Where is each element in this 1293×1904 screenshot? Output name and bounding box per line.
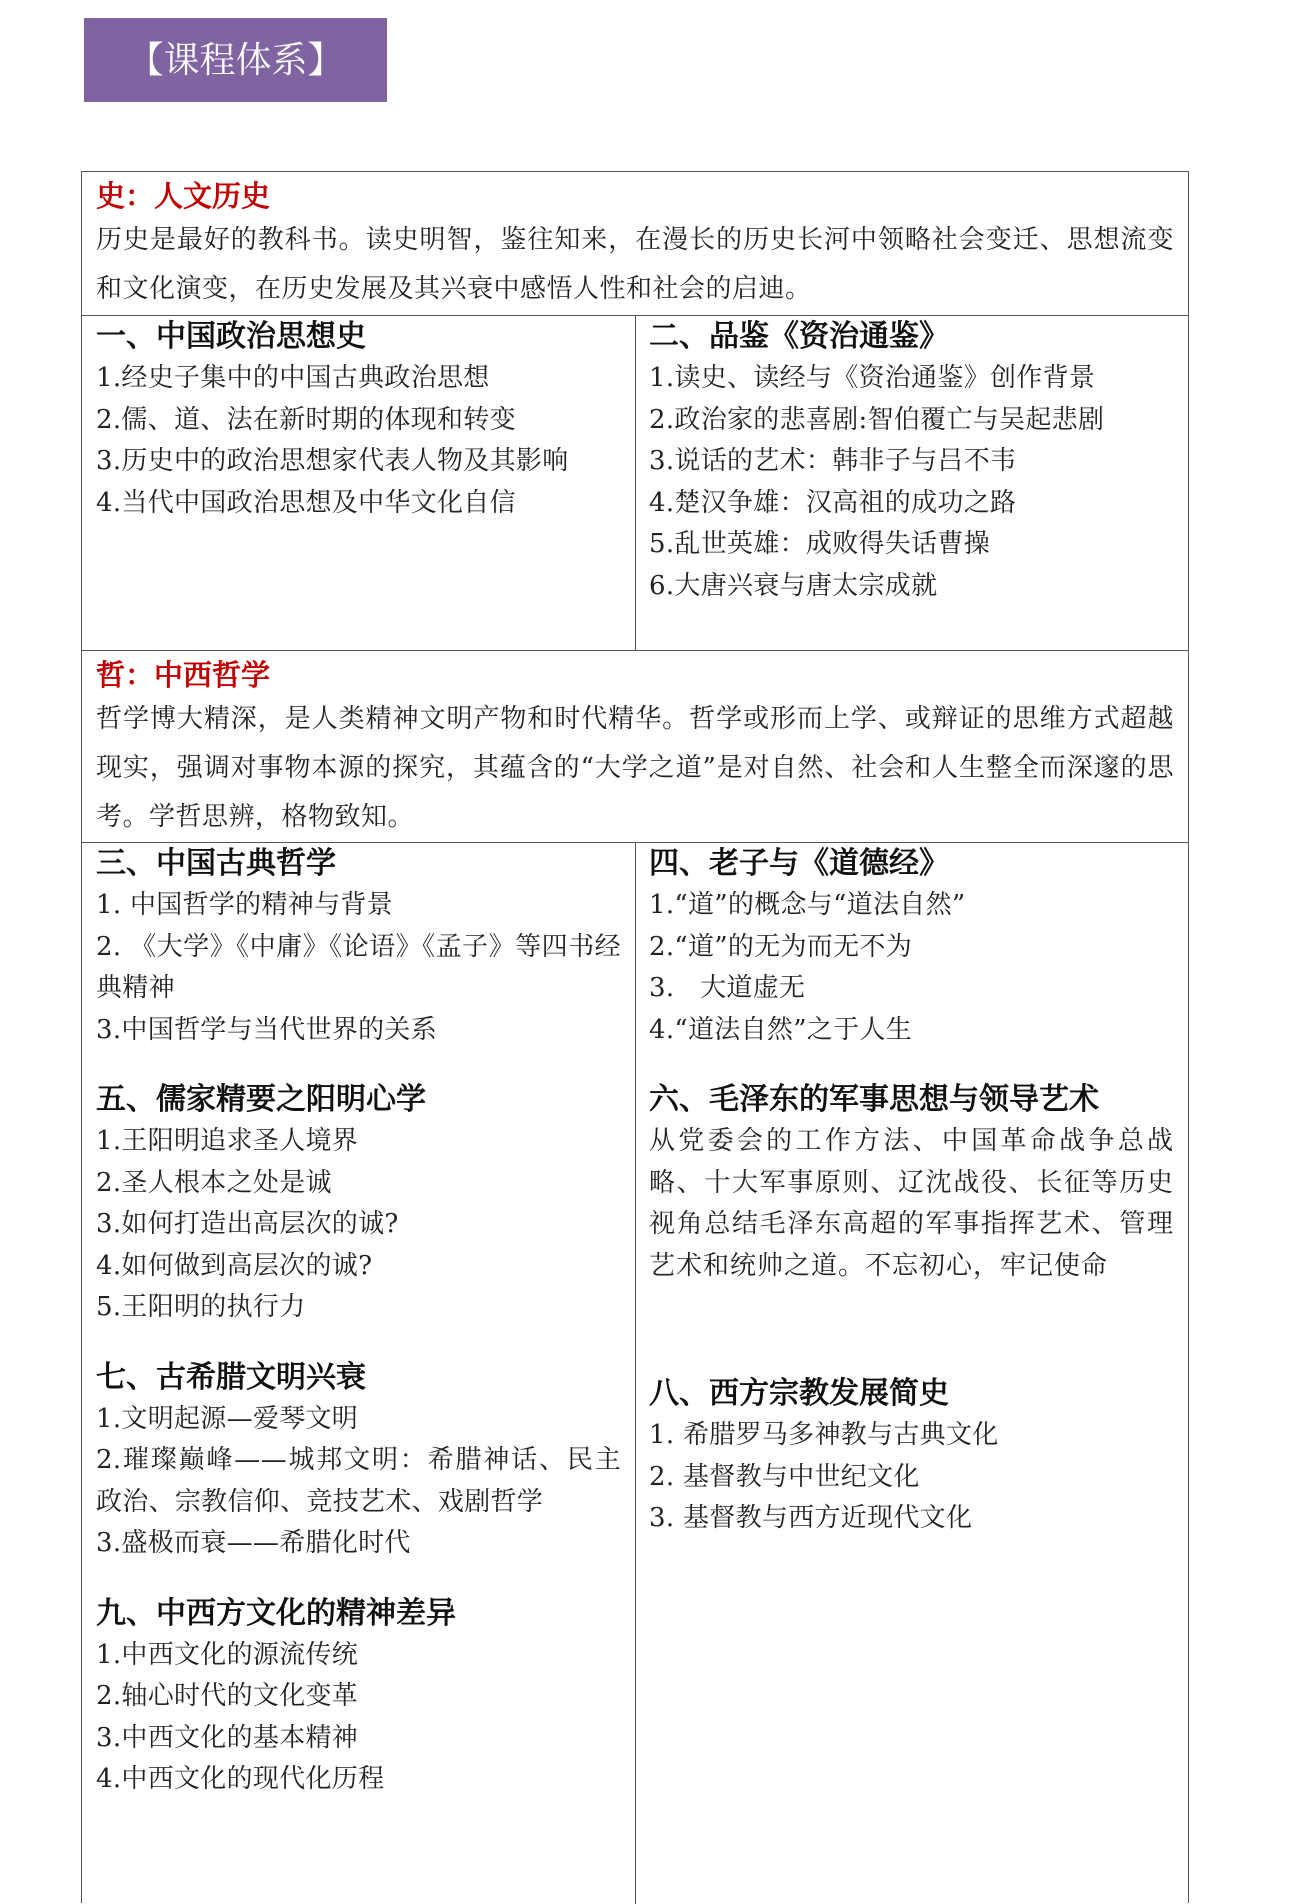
- course-item: 1. 希腊罗马多神教与古典文化: [649, 1420, 999, 1450]
- course-item: 1. 中国哲学的精神与背景: [96, 890, 393, 920]
- course-item: 6.大唐兴衰与唐太宗成就: [649, 570, 938, 601]
- course-title: 九、中西方文化的精神差异: [96, 1595, 456, 1631]
- course-item: 5.王阳明的执行力: [96, 1292, 306, 1322]
- philosophy-title: 哲：中西哲学: [96, 658, 271, 692]
- course-item: 4.楚汉争雄：汉高祖的成功之路: [649, 487, 1017, 518]
- history-desc: 历史是最好的教科书。读史明智，鉴往知来，在漫长的历史长河中领略社会变迁、思想流变和文化演变，在历史发展及其兴衰中感悟人性和社会的启迪。: [96, 225, 1174, 304]
- course-block: [96, 1079, 621, 1329]
- course-title: 六、毛泽东的军事思想与领导艺术: [649, 1082, 1099, 1117]
- curriculum-table: [81, 171, 1189, 1903]
- course-title: 三、中国古典哲学: [96, 846, 336, 881]
- course-item: 4.中西文化的现代化历程: [96, 1764, 385, 1794]
- course-title: 八、西方宗教发展简史: [649, 1376, 949, 1411]
- course-item: 3. 基督教与西方近现代文化: [649, 1503, 973, 1533]
- course-item: 2.轴心时代的文化变革: [96, 1681, 359, 1711]
- course-description: 从党委会的工作方法、中国革命战争总战略、十大军事原则、辽沈战役、长征等历史视角总结毛泽东高超的军事指挥艺术、管理艺术和统帅之道。不忘初心，牢记使命: [649, 1126, 1174, 1281]
- course-item: 3.如何打造出高层次的诚?: [96, 1209, 399, 1239]
- course-block: [96, 1357, 621, 1565]
- course-title: 四、老子与《道德经》: [649, 846, 949, 881]
- course-item: 2. 《大学》《中庸》《论语》《孟子》等四书经典精神: [96, 931, 621, 1003]
- course-item: 2.“道”的无为而无不为: [649, 931, 912, 962]
- history-title: 史：人文历史: [96, 179, 271, 213]
- course-item: 2.儒、道、法在新时期的体现和转变: [96, 404, 516, 435]
- course-title: 五、儒家精要之阳明心学: [96, 1082, 426, 1117]
- course-item: 1.王阳明追求圣人境界: [96, 1126, 359, 1156]
- course-item: 3.历史中的政治思想家代表人物及其影响: [96, 446, 569, 476]
- course-item: 1.经史子集中的中国古典政治思想: [96, 363, 490, 393]
- course-block: [96, 1593, 621, 1801]
- course-block: [649, 843, 1174, 1051]
- course-item: 3.中西文化的基本精神: [96, 1722, 359, 1753]
- course-title: 二、品鉴《资治通鉴》: [649, 319, 949, 354]
- history-right-col: [635, 316, 1188, 607]
- course-item: 2.璀璨巅峰——城邦文明：希腊神话、民主政治、宗教信仰、竞技艺术、戏剧哲学: [96, 1445, 621, 1517]
- course-item: 4.如何做到高层次的诚?: [96, 1250, 373, 1281]
- course-item: 1.读史、读经与《资治通鉴》创作背景: [649, 363, 1096, 393]
- course-item: 3.中国哲学与当代世界的关系: [96, 1014, 438, 1045]
- course-item: 4.“道法自然”之于人生: [649, 1014, 912, 1045]
- course-item: 3. 大道虚无: [649, 973, 806, 1003]
- philosophy-desc: 哲学博大精深，是人类精神文明产物和时代精华。哲学或形而上学、或辩证的思维方式超越现实，强调对事物本源的探究，其蕴含的“大学之道”是对自然、社会和人生整全而深邃的思考。学哲思辨，格物致知。: [96, 704, 1174, 832]
- course-block: [96, 843, 621, 1051]
- philosophy-section: [82, 650, 1188, 843]
- course-title: 七、古希腊文明兴衰: [96, 1359, 366, 1395]
- course-item: 1.中西文化的源流传统: [96, 1639, 359, 1670]
- course-item: 3.盛极而衰——希腊化时代: [96, 1528, 411, 1558]
- course-item: 1.文明起源—爱琴文明: [96, 1403, 359, 1434]
- course-item: 1.“道”的概念与“道法自然”: [649, 890, 966, 920]
- course-item: 5.乱世英雄：成败得失话曹操: [649, 529, 991, 559]
- section-header-tag: 【课程体系】: [84, 18, 387, 102]
- history-left-col: [82, 316, 635, 524]
- history-section: [82, 172, 1188, 316]
- course-item: 2.圣人根本之处是诚: [96, 1167, 332, 1198]
- course-item: 2.政治家的悲喜剧:智伯覆亡与吴起悲剧: [649, 404, 1105, 435]
- course-item: 4.当代中国政治思想及中华文化自信: [96, 487, 516, 518]
- course-title: 一、中国政治思想史: [96, 319, 366, 354]
- course-block: [649, 1373, 1174, 1540]
- philosophy-right-col: [635, 843, 1188, 1568]
- course-block: [649, 1079, 1174, 1345]
- course-item: 2. 基督教与中世纪文化: [649, 1461, 920, 1492]
- course-item: 3.说话的艺术：韩非子与吕不韦: [649, 446, 1017, 476]
- philosophy-left-col: [82, 843, 635, 1829]
